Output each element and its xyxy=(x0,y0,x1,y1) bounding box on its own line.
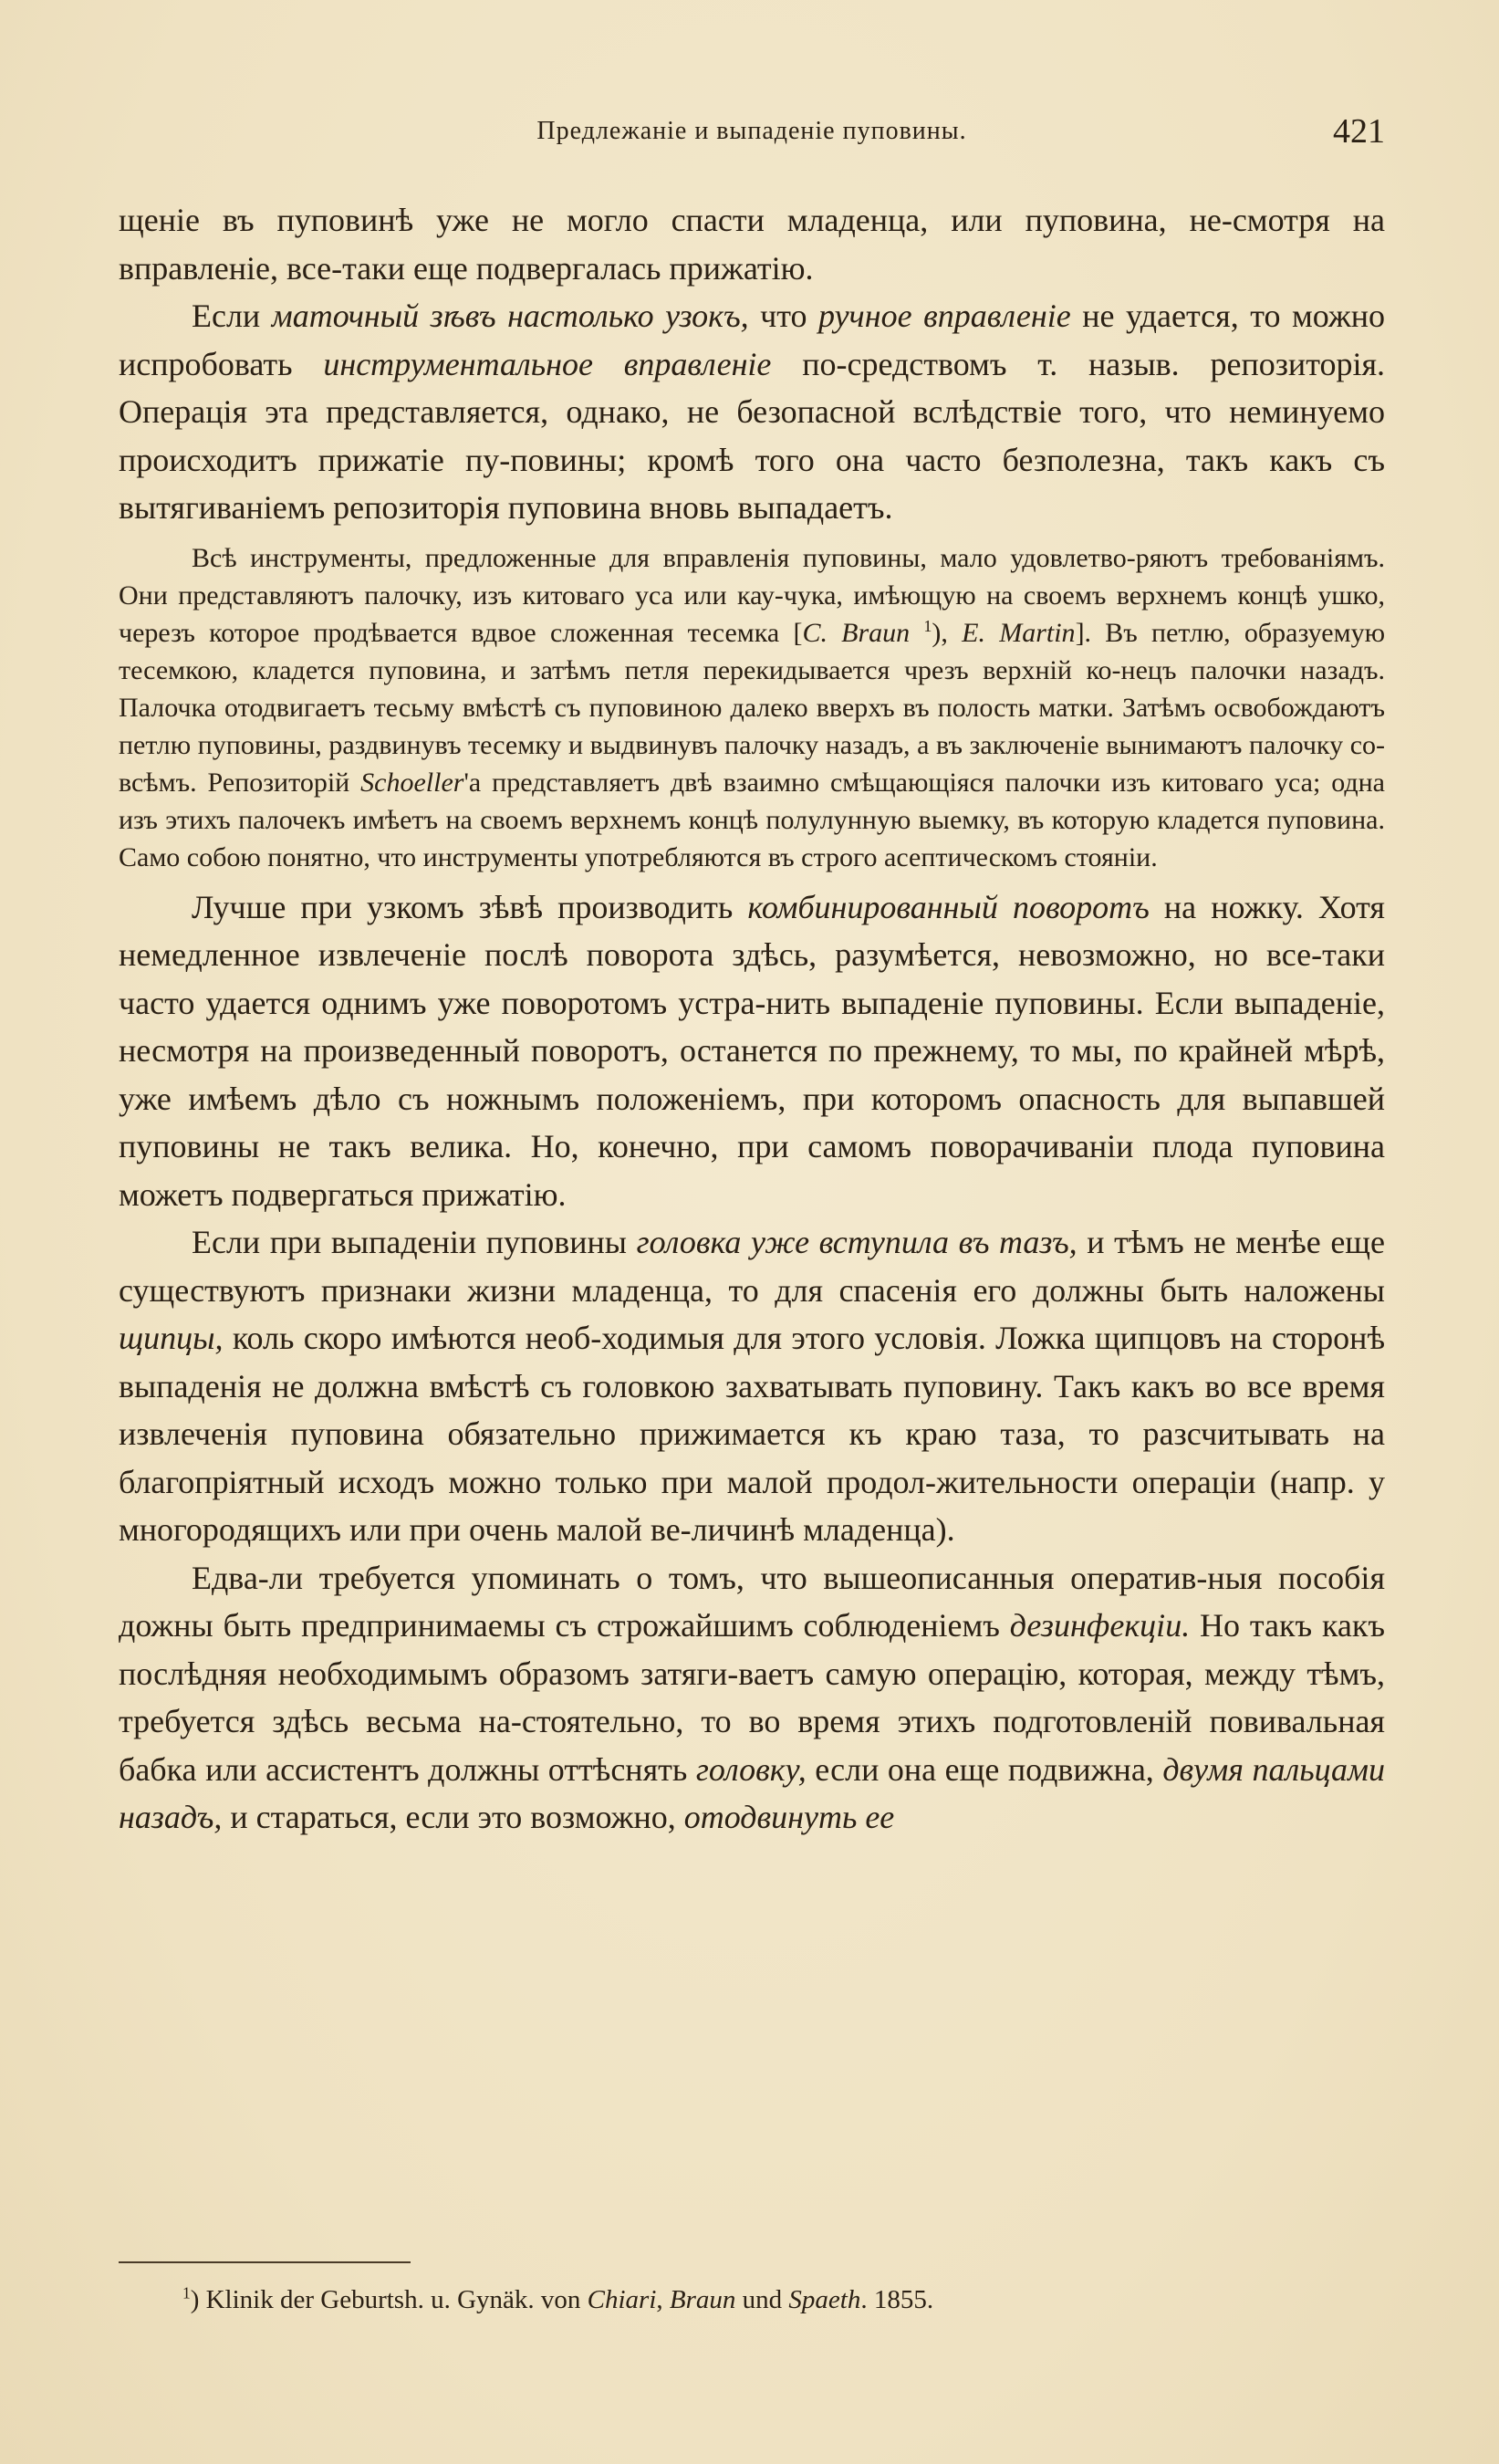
footnote-italic-spaeth: Spaeth xyxy=(788,2285,861,2314)
footnote-italic-chiari: Chiari xyxy=(587,2285,657,2314)
paragraph-5-text-c: если она еще подвижна, xyxy=(806,1750,1163,1788)
paragraph-2-text-b: что xyxy=(748,298,819,334)
page-body xyxy=(119,196,1385,1842)
paragraph-1-text: щеніе въ пуповинѣ уже не могло спасти младенца, или пуповина, не-смотря на вправленіе, все-таки еще подвергалась прижатію. xyxy=(119,202,1385,287)
footnote-marker: 1 xyxy=(182,2283,191,2302)
small-text-a: Всѣ инструменты, предложенные для вправленія пуповины, мало удовлетво-ряютъ требованіямъ. Они представляютъ палочку, изъ китоваго уса или кау-чука, имѣющую на своемъ верхнемъ концѣ ушко, черезъ которое продѣвается вдвое сложенная тесемка [ xyxy=(119,542,1385,648)
paragraph-5-italic-b: головку, xyxy=(695,1750,807,1788)
paragraph-5-text-a: Едва-ли требуется упоминать о томъ, что вышеописанныя оператив-ныя пособія дожны быть предпринимаемы съ строжайшимъ соблюденіемъ xyxy=(119,1559,1385,1644)
paragraph-4-italic-b: щипцы, xyxy=(119,1320,224,1356)
footnote-text-a: ) Klinik der Geburtsh. u. Gynäk. von xyxy=(190,2285,588,2314)
small-print-paragraph xyxy=(119,539,1385,876)
footnote-divider xyxy=(119,2261,411,2263)
paragraph-4-text-a: Если при выпаденіи пуповины xyxy=(192,1224,637,1260)
paragraph-2-text-a: Если xyxy=(192,298,272,334)
footnote-text-c: und xyxy=(735,2285,789,2314)
paragraph-5-italic-c: двумя пальцами назадъ, xyxy=(119,1750,1385,1835)
small-text-b: ), xyxy=(932,617,963,648)
page-number: 421 xyxy=(1333,112,1385,151)
small-italic-schoeller: Schoeller xyxy=(360,767,464,798)
paragraph-3 xyxy=(119,883,1385,1219)
paragraph-5 xyxy=(119,1554,1385,1842)
paragraph-2-italic-a: маточный зѣвъ настолько узокъ, xyxy=(271,298,749,334)
paragraph-3-text-a: Лучше при узкомъ зѣвѣ производить xyxy=(192,888,748,925)
paragraph-2-italic-b: ручное вправленіе xyxy=(818,298,1071,334)
page-header xyxy=(119,112,1385,162)
footnote-ref-marker[interactable]: 1 xyxy=(923,616,932,635)
small-text-d: 'а представляетъ двѣ взаимно смѣщающіяся палочки изъ китоваго уса; одна изъ этихъ палочекъ имѣетъ на своемъ верхнемъ концѣ полулунную выемку, въ которую кладется пуповина. Само собою понятно, что инструменты употребляются въ строго асептическомъ стояніи. xyxy=(119,767,1386,872)
paragraph-4 xyxy=(119,1218,1385,1554)
footnote-italic-braun: Braun xyxy=(669,2285,736,2314)
paragraph-2-italic-c: инструментальное вправленіе xyxy=(323,345,772,382)
paragraph-1 xyxy=(119,196,1385,292)
paragraph-4-text-b: и тѣмъ не менѣе еще существуютъ признаки жизни младенца, то для спасенія его должны быть наложены xyxy=(119,1224,1385,1309)
small-italic-braun: C. Braun xyxy=(802,617,911,648)
paragraph-5-text-b: Но такъ какъ послѣдняя необходимымъ образомъ затяги-ваетъ самую операцію, которая, между тѣмъ, требуется здѣсь весьма на-стоятельно, то во время этихъ подготовленій повивальная бабка или ассистентъ должны оттѣснять xyxy=(119,1607,1385,1788)
paragraph-5-text-d: и стараться, если это возможно, xyxy=(222,1799,684,1835)
small-italic-martin: E. Martin xyxy=(962,617,1076,648)
paragraph-2-text-c: не удается, то можно испробовать xyxy=(119,298,1385,382)
paragraph-5-italic-a: дезинфекціи. xyxy=(1009,1607,1191,1644)
paragraph-3-text-b: на ножку. Хотя немедленное извлеченіе послѣ поворота здѣсь, разумѣется, невозможно, но все-таки часто удается однимъ уже поворотомъ устра-нить выпаденіе пуповины. Если выпаденіе, несмотря на произведенный поворотъ, останется по прежнему, то мы, по крайней мѣрѣ, уже имѣемъ дѣло съ ножнымъ положеніемъ, при которомъ опасность для выпавшей пуповины не такъ велика. Но, конечно, при самомъ поворачиваніи плода пуповина можетъ подвергаться прижатію. xyxy=(119,888,1385,1213)
paragraph-2-text-d: по-средствомъ т. назыв. репозиторія. Операція эта представляется, однако, не безопасной вслѣдствіе того, что неминуемо происходитъ прижатіе пу-повины; кромѣ того она часто безполезна, такъ какъ съ вытягиваніемъ репозиторія пуповина вновь выпадаетъ. xyxy=(119,345,1386,526)
paragraph-4-italic-a: головка уже вступила въ тазъ, xyxy=(636,1224,1077,1260)
footnote xyxy=(182,2281,1369,2318)
footnote-text-b: , xyxy=(656,2285,670,2314)
paragraph-3-italic: комбинированный поворотъ xyxy=(747,888,1150,925)
small-text-c: ]. Въ петлю, образуемую тесемкою, кладется пуповина, и затѣмъ петля перекидывается чрезъ верхній ко-нецъ палочки назадъ. Палочка отодвигаетъ тесьму вмѣстѣ съ пуповиною далеко вверхъ въ полость матки. Затѣмъ освобождаютъ петлю пуповины, раздвинувъ тесемку и выдвинувъ палочку назадъ, а въ заключеніе вынимаютъ палочку со-всѣмъ. Репозиторій xyxy=(119,617,1386,798)
paragraph-2 xyxy=(119,292,1385,532)
paragraph-5-italic-d: отодвинуть ее xyxy=(683,1799,895,1835)
running-head: Предлежаніе и выпаденіе пуповины. xyxy=(536,117,967,145)
paragraph-4-text-c: коль скоро имѣются необ-ходимыя для этого условія. Ложка щипцовъ на сторонѣ выпаденія не должна вмѣстѣ съ головкою захватывать пуповину. Такъ какъ во все время извлеченія пуповина обязательно прижимается къ краю таза, то разсчитывать на благопріятный исходъ можно только при малой продол-жительности операціи (напр. у многородящихъ или при очень малой ве-личинѣ младенца). xyxy=(119,1320,1385,1548)
footnote-text-d: . 1855. xyxy=(860,2285,934,2314)
